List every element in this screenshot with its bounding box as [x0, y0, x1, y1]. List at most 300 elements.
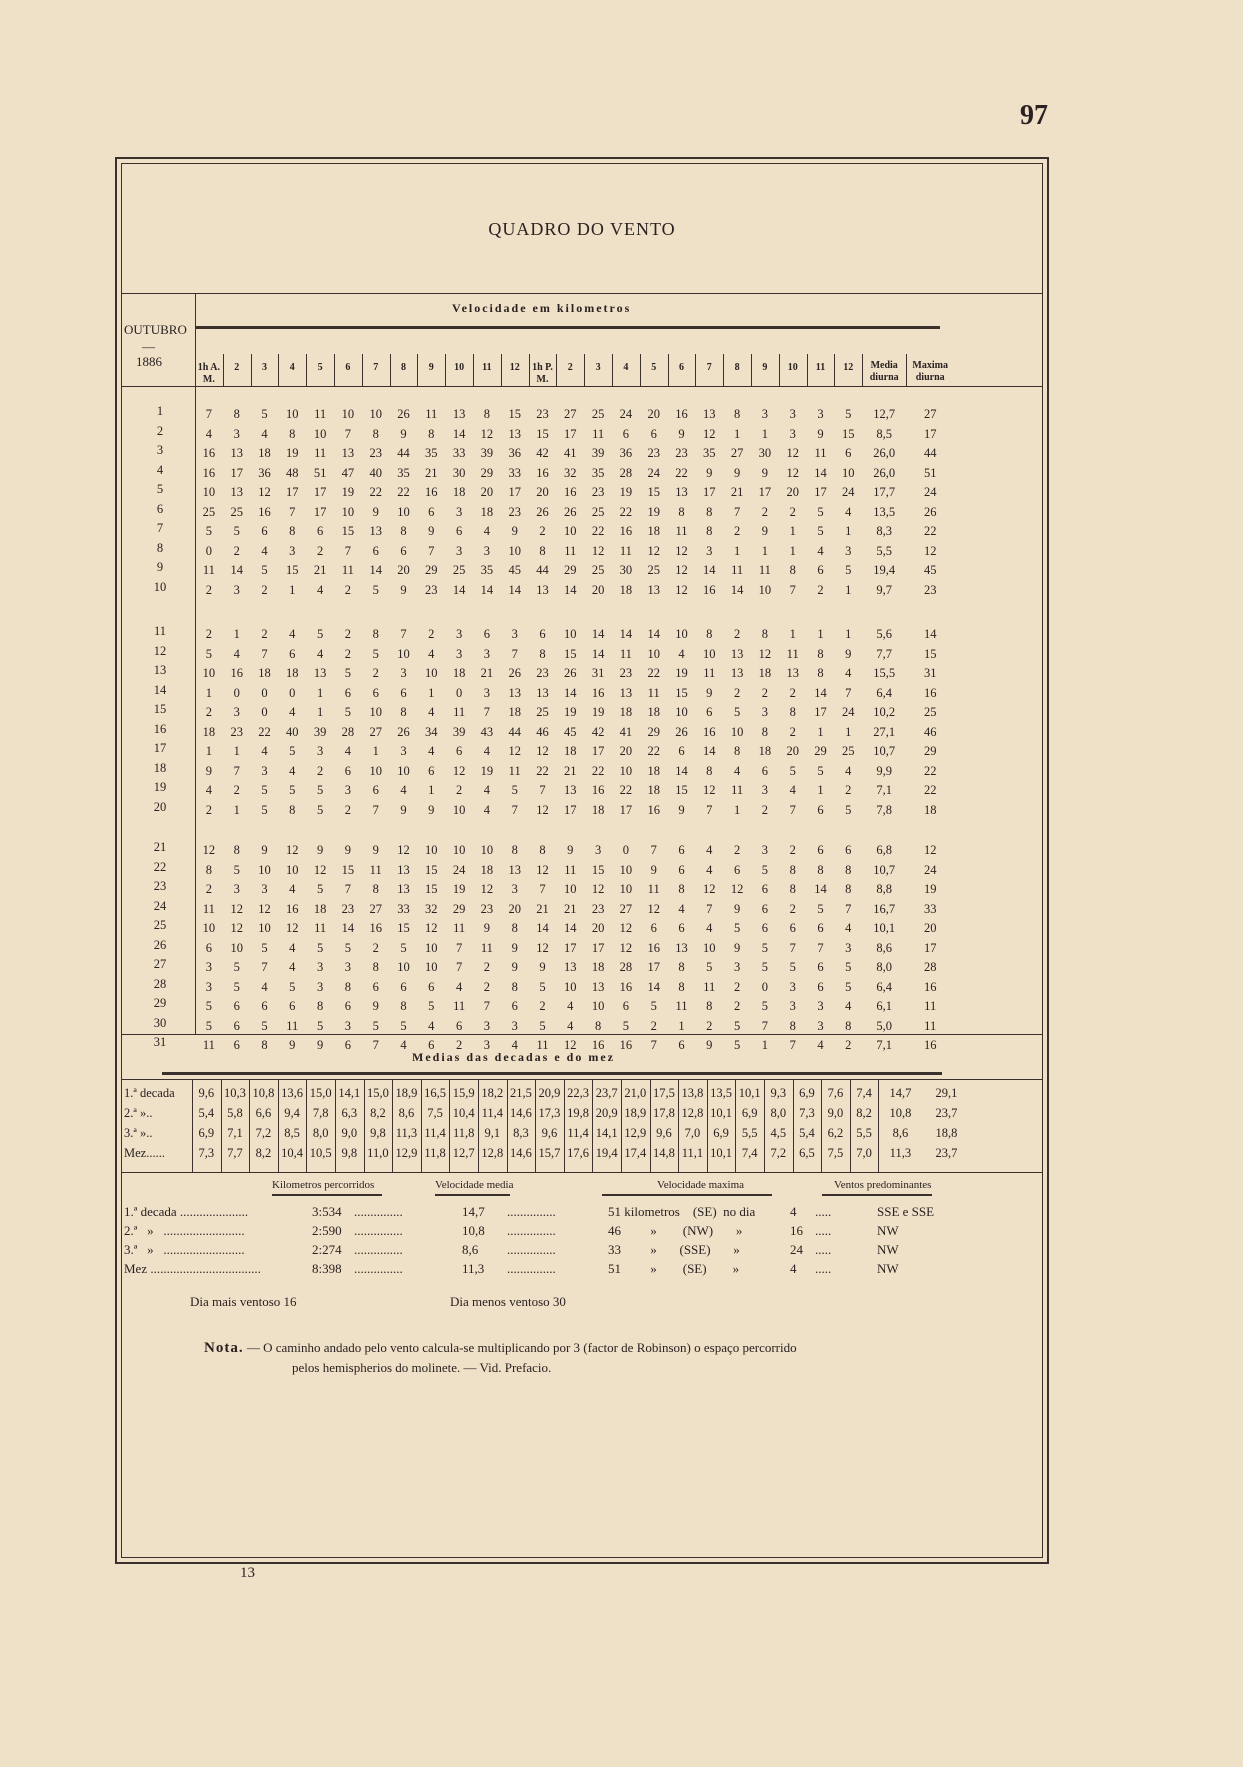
hour-value-cell: 1	[761, 1038, 769, 1052]
hour-value-cell: 8	[706, 627, 713, 641]
hour-value-cell: 18	[202, 724, 216, 739]
hour-value-cell: 10	[425, 960, 438, 974]
hour-value-cell: 22	[675, 465, 688, 480]
hour-value-cell: 8	[678, 882, 685, 896]
hour-value-cell: 17	[814, 485, 827, 499]
decade-value-cell: 9,0	[341, 1126, 358, 1140]
decade-value-cell: 8,3	[513, 1126, 529, 1140]
decade-value-cell: 11,4	[481, 1106, 503, 1120]
table-row	[122, 761, 1042, 781]
hour-header-cell: 8	[734, 362, 740, 373]
hour-value-cell: 21	[564, 763, 577, 778]
hour-value-cell: 3	[733, 960, 741, 974]
hour-column-rule	[779, 354, 780, 386]
hour-value-cell: 13	[730, 666, 744, 680]
hour-value-cell: 7	[789, 802, 796, 817]
daily-mean-cell: 6,4	[876, 685, 892, 700]
hour-value-cell: 25	[647, 563, 660, 577]
hour-value-cell: 8	[539, 646, 546, 661]
decade-column-rule	[478, 1079, 479, 1172]
hour-value-cell: 7	[233, 763, 240, 778]
hour-value-cell: 14	[647, 979, 660, 994]
hour-value-cell: 2	[205, 882, 213, 896]
hour-header-cell: 7	[706, 362, 712, 373]
hour-value-cell: 8	[289, 524, 296, 538]
day-number-cell: 4	[156, 462, 164, 477]
hour-value-cell: 5	[539, 979, 546, 994]
hour-value-cell: 18	[591, 802, 605, 817]
daily-mean-cell: 7,1	[876, 783, 892, 797]
hour-value-cell: 0	[289, 685, 296, 700]
hour-value-cell: 8	[706, 524, 713, 538]
hour-value-cell: 9	[678, 802, 685, 817]
hour-value-cell: 14	[369, 563, 382, 577]
daily-max-cell: 24	[923, 862, 937, 877]
summary-winds: NW	[877, 1223, 899, 1238]
hour-value-cell: 3	[289, 543, 296, 558]
hour-value-cell: 9	[845, 646, 852, 661]
hour-value-cell: 5	[316, 802, 324, 817]
hour-value-cell: 22	[619, 783, 633, 797]
summary-mean: 11,3	[462, 1261, 485, 1276]
hour-value-cell: 6	[372, 685, 379, 700]
hour-value-cell: 5	[261, 1018, 268, 1033]
table-row	[122, 482, 1042, 502]
hour-value-cell: 10	[564, 524, 577, 538]
hour-value-cell: 42	[536, 446, 549, 460]
hour-value-cell: 6	[344, 1038, 352, 1052]
hour-value-cell: 6	[233, 1018, 240, 1033]
decade-row	[122, 1146, 1042, 1166]
hour-column-rule	[445, 354, 446, 386]
hour-value-cell: 22	[591, 524, 605, 538]
hour-value-cell: 11	[647, 685, 660, 700]
hour-value-cell: 23	[480, 901, 494, 916]
decade-value-cell: 8,0	[770, 1106, 787, 1120]
hour-value-cell: 11	[731, 783, 744, 797]
hour-column-rule	[306, 354, 307, 386]
hour-value-cell: 18	[480, 504, 494, 519]
hour-value-cell: 9	[567, 843, 574, 857]
hour-value-cell: 9	[733, 940, 741, 955]
hour-value-cell: 2	[233, 543, 240, 558]
hour-column-rule	[390, 354, 391, 386]
hour-value-cell: 1	[845, 524, 852, 538]
hour-value-cell: 30	[619, 563, 633, 577]
summary-mean: 10,8	[462, 1223, 485, 1238]
hour-value-cell: 6	[761, 921, 769, 935]
hour-value-cell: 6	[761, 763, 769, 778]
summary-dots: ...............	[354, 1223, 403, 1238]
decade-value-cell: 10,4	[452, 1106, 475, 1120]
daily-mean-cell: 8,8	[876, 882, 892, 896]
hour-value-cell: 11	[786, 646, 799, 661]
hour-value-cell: 3	[455, 627, 463, 641]
decade-value-cell: 23,7	[595, 1086, 618, 1100]
hour-value-cell: 13	[230, 446, 243, 460]
hour-value-cell: 26	[536, 504, 549, 519]
year-dash: —	[142, 339, 155, 354]
hour-value-cell: 8	[789, 1018, 796, 1033]
hour-value-cell: 20	[591, 921, 605, 935]
hour-value-cell: 7	[344, 882, 352, 896]
daily-mean-cell: 10,1	[873, 921, 896, 935]
hour-value-cell: 8	[539, 543, 546, 558]
hour-value-cell: 9	[817, 426, 824, 441]
decade-value-cell: 12,7	[452, 1146, 475, 1160]
hour-value-cell: 15	[591, 862, 605, 877]
decade-value-cell: 11,4	[567, 1126, 589, 1140]
hour-value-cell: 5	[650, 999, 657, 1013]
hour-value-cell: 7	[789, 940, 796, 955]
hour-value-cell: 3	[344, 960, 352, 974]
hour-value-cell: 16	[536, 465, 549, 480]
hour-value-cell: 6	[845, 446, 852, 460]
day-number-cell: 12	[153, 643, 167, 658]
hour-value-cell: 24	[842, 485, 855, 499]
hour-value-cell: 18	[258, 446, 271, 460]
hour-value-cell: 4	[428, 1018, 435, 1033]
hour-value-cell: 7	[455, 940, 463, 955]
hour-value-cell: 5	[316, 783, 324, 797]
hour-value-cell: 1	[845, 582, 852, 597]
decade-value-cell: 15,9	[452, 1086, 475, 1100]
note-label: Nota.	[204, 1340, 244, 1356]
hour-value-cell: 6	[344, 763, 352, 778]
hour-value-cell: 6	[789, 921, 796, 935]
hour-value-cell: 3	[205, 960, 213, 974]
hour-value-cell: 18	[452, 666, 466, 680]
decade-value-cell: 9,8	[370, 1126, 386, 1140]
hour-value-cell: 23	[619, 666, 633, 680]
hour-value-cell: 8	[594, 1018, 602, 1033]
summary-dots: .....	[815, 1242, 832, 1257]
hour-value-cell: 6	[817, 563, 824, 577]
hour-value-cell: 3	[511, 627, 518, 641]
hour-value-cell: 11	[314, 921, 327, 935]
hour-value-cell: 4	[845, 504, 852, 519]
hour-value-cell: 10	[480, 843, 494, 857]
table-row	[122, 957, 1042, 977]
hour-value-cell: 17	[230, 465, 243, 480]
hour-value-cell: 9	[400, 802, 407, 817]
hour-value-cell: 6	[428, 763, 435, 778]
decade-column-rule	[249, 1079, 250, 1172]
day-number-cell: 9	[156, 560, 164, 574]
hour-value-cell: 15	[397, 921, 410, 935]
daily-mean-cell: 9,9	[876, 763, 892, 778]
decade-column-rule	[449, 1079, 450, 1172]
hour-value-cell: 11	[314, 446, 327, 460]
hour-value-cell: 8	[289, 426, 296, 441]
hour-value-cell: 7	[817, 940, 824, 955]
hour-value-cell: 8	[233, 843, 240, 857]
hour-value-cell: 13	[675, 940, 688, 955]
hour-value-cell: 7	[761, 1018, 769, 1033]
hour-value-cell: 10	[730, 724, 744, 739]
hour-value-cell: 6	[428, 979, 435, 994]
daily-max-cell: 27	[923, 407, 937, 421]
hour-value-cell: 8	[789, 563, 796, 577]
decade-value-cell: 9,6	[541, 1126, 558, 1140]
hour-value-cell: 2	[650, 1018, 657, 1033]
hour-value-cell: 44	[508, 724, 521, 739]
hour-value-cell: 6	[678, 921, 685, 935]
hour-value-cell: 10	[397, 960, 410, 974]
decade-value-cell: 6,6	[255, 1106, 272, 1120]
table-row	[122, 683, 1042, 703]
decade-label-cell: 1.ª decada	[124, 1086, 175, 1100]
hour-value-cell: 22	[591, 763, 605, 778]
decade-value-cell: 7,8	[312, 1106, 329, 1120]
decade-value-cell: 8,0	[312, 1126, 329, 1140]
hour-value-cell: 7	[483, 999, 491, 1013]
summary-label: 3.ª » .........................	[124, 1242, 245, 1257]
hour-value-cell: 5	[817, 524, 824, 538]
hour-value-cell: 8	[316, 999, 324, 1013]
hour-value-cell: 7	[372, 802, 379, 817]
hour-value-cell: 17	[647, 960, 660, 974]
hour-value-cell: 14	[730, 582, 744, 597]
decade-mean-cell: 8,6	[892, 1126, 909, 1140]
hour-value-cell: 13	[313, 666, 327, 680]
table-row	[122, 918, 1042, 938]
table-row	[122, 521, 1042, 541]
hour-value-cell: 4	[845, 763, 852, 778]
hour-value-cell: 11	[536, 1038, 549, 1052]
daily-mean-cell: 6,8	[876, 843, 892, 857]
decade-value-cell: 12,9	[395, 1146, 418, 1160]
daily-mean-cell: 27,1	[873, 724, 896, 739]
hour-value-cell: 8	[344, 979, 352, 994]
hour-value-cell: 8	[789, 882, 796, 896]
hour-value-cell: 15	[508, 407, 521, 421]
hour-value-cell: 0	[261, 705, 268, 719]
hour-value-cell: 31	[591, 666, 605, 680]
decade-max-cell: 29,1	[935, 1086, 958, 1100]
daily-max-cell: 51	[923, 465, 937, 480]
hour-value-cell: 4	[706, 862, 713, 877]
hour-value-cell: 6	[761, 882, 769, 896]
hour-column-rule	[223, 354, 224, 386]
hour-value-cell: 12	[564, 1038, 577, 1052]
decade-column-rule	[878, 1079, 879, 1172]
daily-mean-cell: 8,3	[876, 524, 892, 538]
hour-value-cell: 11	[647, 882, 660, 896]
decade-value-cell: 17,5	[652, 1086, 675, 1100]
hour-value-cell: 28	[619, 465, 633, 480]
hour-value-cell: 9	[289, 1038, 296, 1052]
hour-value-cell: 16	[703, 582, 716, 597]
hour-value-cell: 15	[425, 882, 438, 896]
hour-header-cell: 6	[678, 362, 684, 373]
hour-value-cell: 6	[817, 979, 824, 994]
hour-value-cell: 4	[400, 783, 407, 797]
hour-value-cell: 2	[483, 979, 491, 994]
hour-value-cell: 10	[313, 426, 327, 441]
hour-value-cell: 7	[483, 705, 491, 719]
hour-value-cell: 6	[316, 524, 324, 538]
hour-value-cell: 8	[400, 524, 407, 538]
hour-value-cell: 17	[313, 485, 327, 499]
hour-value-cell: 5	[733, 705, 741, 719]
hour-value-cell: 6	[455, 1018, 463, 1033]
hour-value-cell: 3	[789, 407, 796, 421]
hour-value-cell: 4	[316, 582, 324, 597]
hour-value-cell: 5	[845, 979, 852, 994]
hour-value-cell: 5	[205, 1018, 213, 1033]
hour-value-cell: 2	[233, 783, 240, 797]
decade-value-cell: 6,3	[341, 1106, 358, 1120]
decade-value-cell: 9,0	[827, 1106, 844, 1120]
summary-day: 16	[790, 1223, 803, 1238]
hour-value-cell: 35	[397, 465, 410, 480]
hour-value-cell: 11	[758, 563, 771, 577]
daily-max-cell: 31	[923, 666, 937, 680]
summary-max: 46 » (NW) »	[608, 1223, 743, 1238]
hour-value-cell: 14	[814, 882, 827, 896]
hour-value-cell: 1	[733, 543, 741, 558]
decade-column-rule	[221, 1079, 222, 1172]
hour-value-cell: 8	[428, 426, 435, 441]
hour-value-cell: 14	[647, 627, 660, 641]
hour-value-cell: 18	[480, 862, 494, 877]
hour-value-cell: 8	[233, 407, 240, 421]
hour-value-cell: 5	[845, 563, 852, 577]
hour-value-cell: 19	[675, 666, 688, 680]
hour-value-cell: 8	[845, 862, 852, 877]
note-line-2: pelos hemispherios do molinete. — Vid. Prefacio.	[292, 1360, 552, 1375]
hour-value-cell: 3	[261, 763, 268, 778]
hour-value-cell: 8	[372, 960, 379, 974]
hour-value-cell: 18	[647, 783, 660, 797]
daily-max-cell: 29	[923, 744, 937, 758]
hour-value-cell: 15	[536, 426, 549, 441]
decade-value-cell: 17,4	[624, 1146, 647, 1160]
hour-value-cell: 9	[650, 862, 657, 877]
hour-value-cell: 3	[483, 543, 491, 558]
hour-value-cell: 8	[761, 724, 769, 739]
hour-column-rule	[723, 354, 724, 386]
hour-value-cell: 17	[619, 802, 633, 817]
decade-value-cell: 17,8	[652, 1106, 675, 1120]
hour-value-cell: 23	[369, 446, 382, 460]
hour-value-cell: 5	[261, 563, 268, 577]
hour-value-cell: 5	[733, 1038, 741, 1052]
hour-header-cell: 6	[345, 362, 351, 373]
hour-value-cell: 51	[313, 465, 327, 480]
decade-column-rule	[421, 1079, 422, 1172]
table-row	[122, 860, 1042, 880]
hour-value-cell: 7	[650, 1038, 657, 1052]
hour-value-cell: 7	[205, 407, 213, 421]
hour-value-cell: 7	[706, 901, 713, 916]
hour-value-cell: 10	[675, 705, 688, 719]
table-row	[122, 624, 1042, 644]
daily-max-cell: 25	[923, 705, 937, 719]
daily-max-cell: 26	[923, 504, 937, 519]
decade-column-rule	[650, 1079, 651, 1172]
hour-value-cell: 10	[564, 627, 577, 641]
hour-value-cell: 4	[455, 979, 463, 994]
hour-value-cell: 36	[258, 465, 271, 480]
hour-value-cell: 6	[205, 940, 213, 955]
hour-header-cell: 7	[373, 362, 379, 373]
hour-value-cell: 6	[817, 802, 824, 817]
hour-value-cell: 12	[536, 802, 549, 817]
hour-value-cell: 16	[619, 979, 633, 994]
hour-value-cell: 21	[480, 666, 494, 680]
hour-value-cell: 8	[678, 960, 685, 974]
hour-value-cell: 4	[289, 960, 296, 974]
hour-value-cell: 33	[508, 465, 521, 480]
hour-value-cell: 18	[286, 666, 299, 680]
hour-column-rule	[668, 354, 669, 386]
hour-value-cell: 7	[289, 504, 296, 519]
hour-value-cell: 10	[564, 882, 577, 896]
hour-column-rule	[695, 354, 696, 386]
km-header: Kilometros percorridos	[272, 1179, 375, 1191]
summary-day: 4	[790, 1261, 797, 1276]
hour-value-cell: 3	[511, 1018, 518, 1033]
hour-value-cell: 20	[508, 901, 521, 916]
daily-mean-cell: 13,5	[873, 504, 896, 519]
day-number-cell: 15	[153, 702, 167, 716]
day-number-cell: 27	[153, 957, 167, 971]
table-row	[122, 443, 1042, 463]
hour-value-cell: 25	[452, 563, 466, 577]
hour-value-cell: 8	[817, 646, 824, 661]
hour-value-cell: 3	[455, 543, 463, 558]
hour-value-cell: 6	[678, 744, 685, 758]
hour-value-cell: 42	[591, 724, 605, 739]
hour-value-cell: 11	[675, 999, 688, 1013]
hour-value-cell: 18	[647, 705, 660, 719]
decade-value-cell: 8,6	[398, 1106, 415, 1120]
hour-value-cell: 39	[452, 724, 466, 739]
hour-value-cell: 3	[455, 504, 463, 519]
decade-value-cell: 16,5	[424, 1086, 447, 1100]
summary-km: 3:534	[312, 1204, 342, 1219]
hour-value-cell: 3	[706, 543, 713, 558]
daily-mean-cell: 17,7	[873, 485, 896, 499]
hour-value-cell: 1	[845, 724, 852, 739]
daily-mean-cell: 7,1	[876, 1038, 892, 1052]
hour-value-cell: 4	[316, 646, 324, 661]
hour-value-cell: 6	[622, 999, 630, 1013]
hour-value-cell: 14	[564, 582, 577, 597]
hour-value-cell: 29	[564, 563, 577, 577]
hour-header-cell: 10	[787, 362, 798, 373]
hour-value-cell: 3	[316, 744, 324, 758]
decade-column-rule	[278, 1079, 279, 1172]
hour-value-cell: 7	[733, 504, 741, 519]
hour-value-cell: 3	[483, 646, 491, 661]
hour-value-cell: 25	[536, 705, 549, 719]
hour-value-cell: 13	[619, 685, 633, 700]
hour-value-cell: 12	[786, 465, 799, 480]
hour-value-cell: 17	[313, 504, 327, 519]
hour-value-cell: 8	[845, 1018, 852, 1033]
hour-value-cell: 2	[261, 627, 268, 641]
hour-value-cell: 21	[313, 563, 327, 577]
hour-value-cell: 36	[508, 446, 521, 460]
table-row	[122, 702, 1042, 722]
hour-value-cell: 11	[453, 999, 466, 1013]
hour-value-cell: 1	[733, 802, 741, 817]
hour-value-cell: 14	[508, 582, 521, 597]
day-number-cell: 5	[156, 482, 164, 496]
